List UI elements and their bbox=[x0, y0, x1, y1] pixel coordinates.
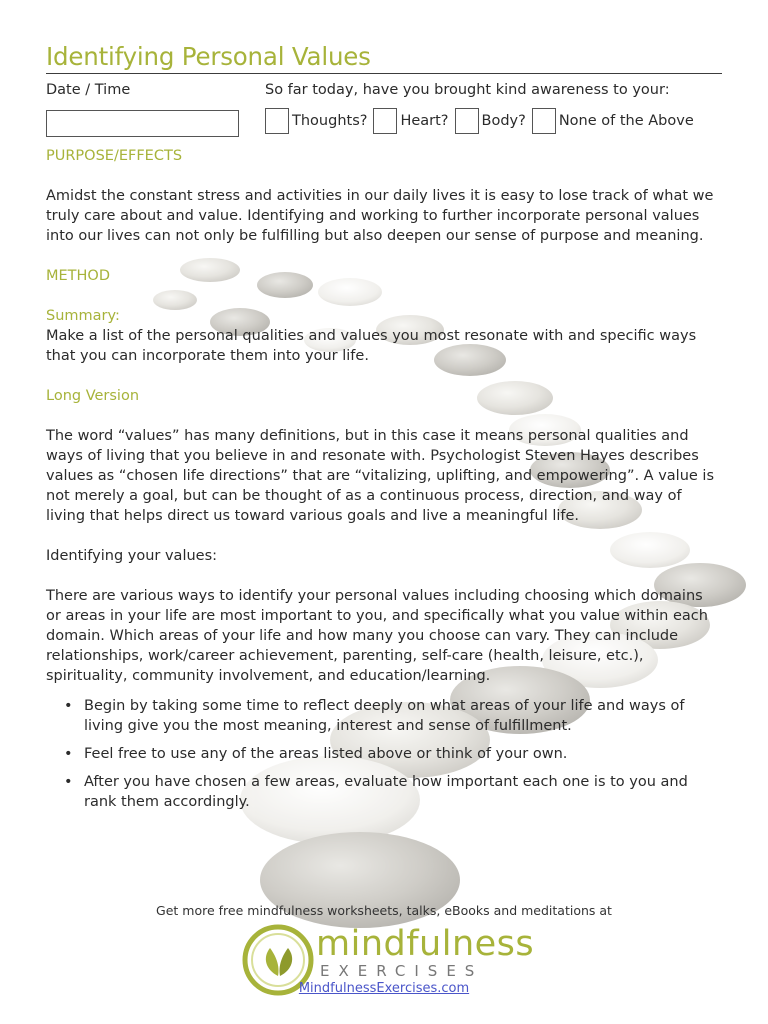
long-version-heading: Long Version bbox=[46, 388, 140, 404]
list-item-text: Begin by taking some time to reflect deeply on what areas of your life and ways of living give you the most meaning, interest and sense of fulfillment. bbox=[84, 698, 685, 734]
purpose-text: Amidst the constant stress and activities in our daily lives it is easy to lose track of what we truly care about and value. Identifying and working to further incorporate personal values into our lives can not only be fulfilling but also deepen our sense of purpose and meaning. bbox=[46, 188, 714, 244]
footer-promo: Get more free mindfulness worksheets, talks, eBooks and meditations at bbox=[156, 903, 612, 918]
identify-values-heading: Identifying your values: bbox=[46, 548, 218, 564]
method-heading: METHOD bbox=[46, 268, 111, 284]
bullet-icon: • bbox=[64, 746, 73, 762]
checkbox-body[interactable] bbox=[455, 108, 526, 134]
checkbox-thoughts-box[interactable] bbox=[265, 108, 289, 134]
checkbox-none-box[interactable] bbox=[532, 108, 556, 134]
date-time-field[interactable] bbox=[46, 110, 239, 137]
checkbox-heart-box[interactable] bbox=[373, 108, 397, 134]
list-item bbox=[64, 744, 722, 764]
website-link[interactable]: MindfulnessExercises.com bbox=[298, 981, 470, 996]
summary-text: Make a list of the personal qualities and values you most resonate with and specific ways that you can incorporate them into your life. bbox=[46, 328, 697, 364]
instructions-list bbox=[46, 696, 722, 812]
long-version-text: The word “values” has many definitions, but in this case it means personal qualities and ways of living that you believe in and resonate with. Psychologist Steven Hayes describes values as “chosen life directions” that are “vitalizing, uplifting, and empowering”. A value is not merely a goal, but can be thought of as a continuous process, direction, and way of living that helps direct us toward various goals and live a meaningful life. bbox=[46, 428, 715, 524]
summary-heading: Summary: bbox=[46, 308, 120, 324]
checkbox-none[interactable] bbox=[532, 108, 694, 134]
header-fields bbox=[46, 74, 722, 146]
footer-link-wrapper bbox=[0, 981, 768, 996]
identify-values-text: There are various ways to identify your personal values including choosing which domains or areas in your life are most important to you, and specifically what you value within each domain. Which areas of your life and how many you choose can vary. They can include relationships, work/career achievement, parenting, self-care (health, leisure, etc.), spirituality, community involvement, and education/learning. bbox=[46, 588, 708, 684]
date-time-label: Date / Time bbox=[46, 82, 131, 98]
purpose-heading: PURPOSE/EFFECTS bbox=[46, 148, 183, 164]
checkbox-thoughts-label: Thoughts? bbox=[292, 113, 368, 129]
checkbox-none-label: None of the Above bbox=[558, 113, 694, 129]
checkbox-heart[interactable] bbox=[373, 108, 448, 134]
list-item bbox=[64, 772, 722, 812]
list-item-text: After you have chosen a few areas, evaluate how important each one is to you and rank them accordingly. bbox=[84, 774, 688, 810]
list-item bbox=[64, 696, 722, 736]
awareness-checkboxes bbox=[265, 108, 700, 134]
bullet-icon: • bbox=[64, 698, 73, 714]
logo-wordmark: mindfulness bbox=[316, 924, 535, 964]
list-item-text: Feel free to use any of the areas listed above or think of your own. bbox=[84, 746, 568, 762]
checkbox-thoughts[interactable] bbox=[265, 108, 367, 134]
awareness-question: So far today, have you brought kind awareness to your: bbox=[265, 82, 670, 98]
bullet-icon: • bbox=[64, 774, 73, 790]
page-title: Identifying Personal Values bbox=[46, 42, 371, 71]
worksheet-content bbox=[46, 40, 722, 820]
checkbox-heart-label: Heart? bbox=[400, 113, 449, 129]
checkbox-body-label: Body? bbox=[481, 113, 526, 129]
logo-subtitle: EXERCISES bbox=[320, 962, 484, 980]
checkbox-body-box[interactable] bbox=[455, 108, 479, 134]
